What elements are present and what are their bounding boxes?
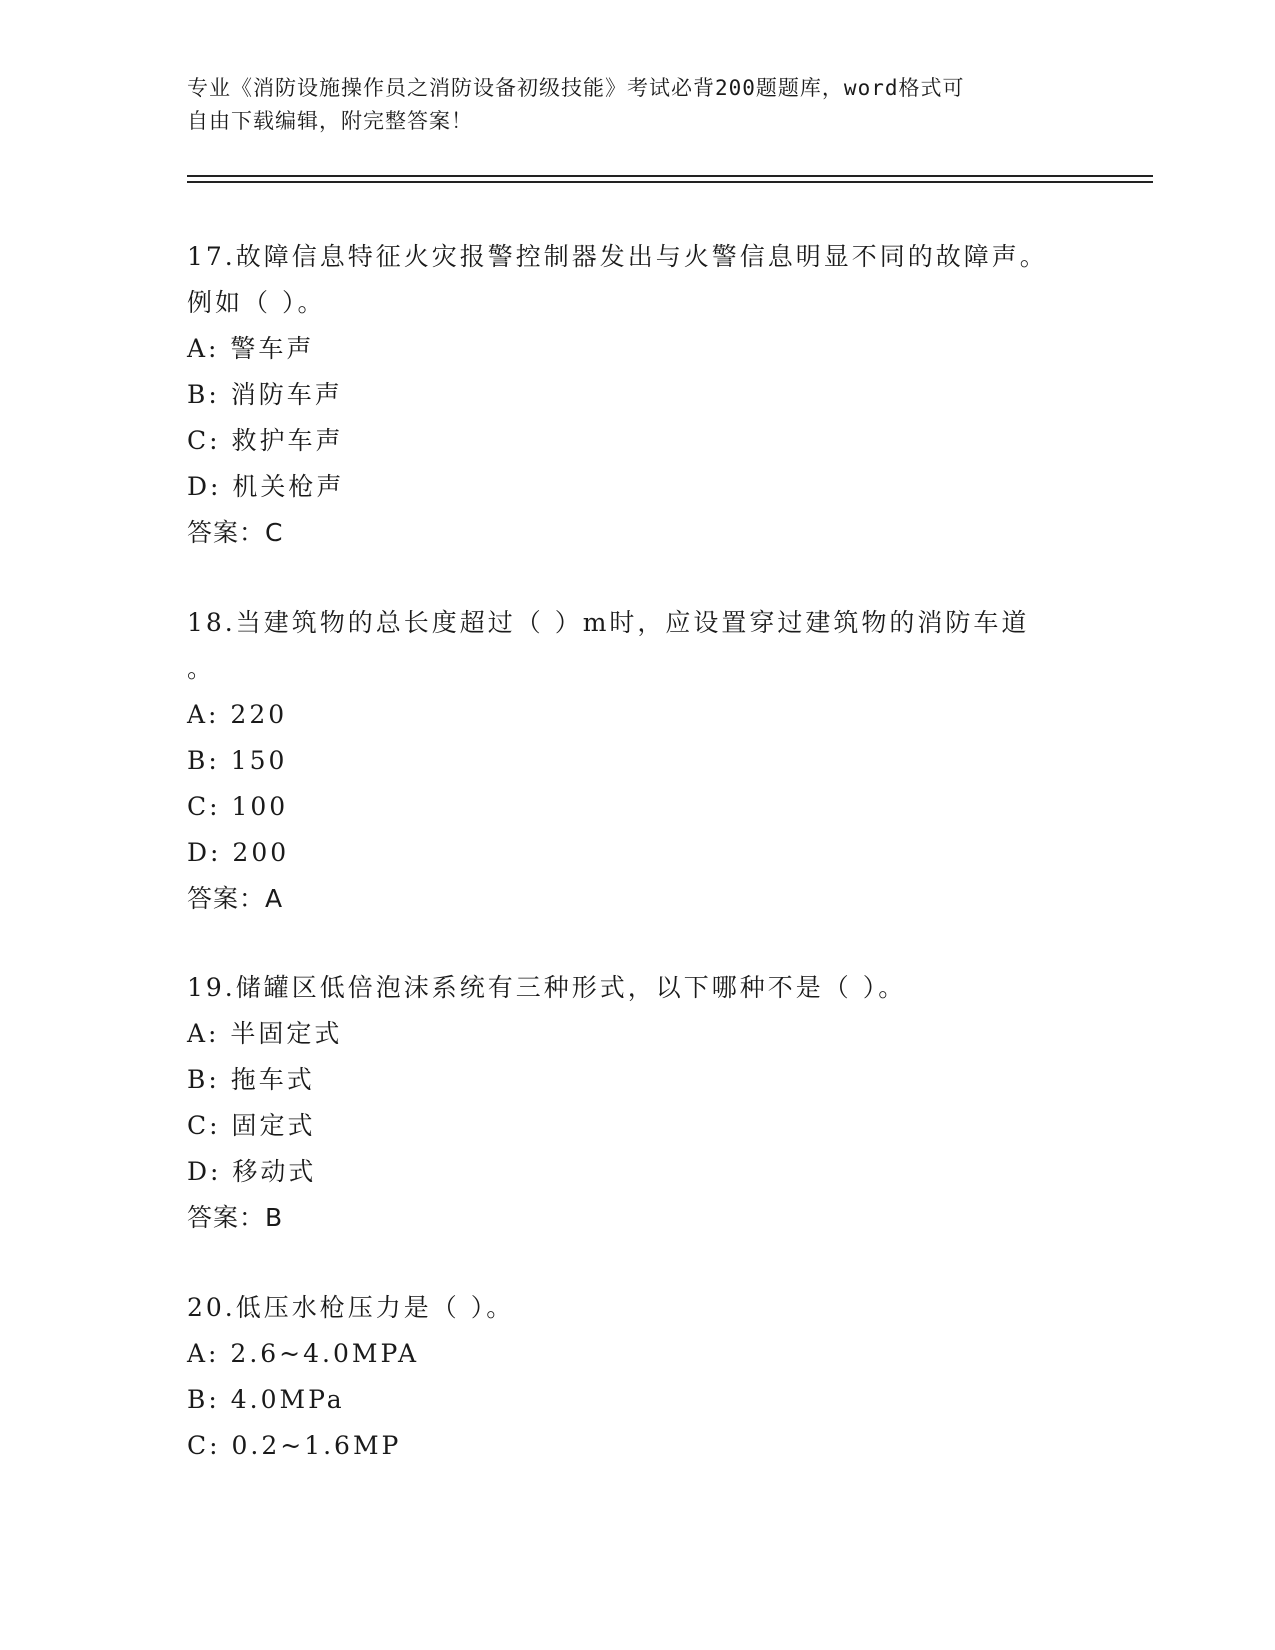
option-b: B: 150 (187, 746, 288, 775)
option-c: C: 0.2~1.6MP (187, 1431, 402, 1460)
option-b: B: 拖车式 (187, 1065, 315, 1094)
option-b: B: 消防车声 (187, 380, 343, 409)
question-stem-continued: 例如（ ）。 (187, 288, 326, 317)
header-line-1: 专业《消防设施操作员之消防设备初级技能》考试必背200题题库，word格式可 (187, 76, 965, 100)
option-a: A: 警车声 (187, 334, 315, 363)
option-c: C: 固定式 (187, 1111, 316, 1140)
option-a: A: 220 (187, 700, 288, 729)
option-c: C: 救护车声 (187, 426, 344, 455)
option-a: A: 半固定式 (187, 1019, 343, 1048)
option-a: A: 2.6~4.0MPA (187, 1339, 420, 1368)
option-b: B: 4.0MPa (187, 1385, 345, 1414)
question-stem: 20.低压水枪压力是（ ）。 (187, 1293, 515, 1322)
option-d: D: 机关枪声 (187, 472, 345, 501)
question-stem: 18.当建筑物的总长度超过（ ）m时，应设置穿过建筑物的消防车道 (187, 608, 1030, 637)
question-17 (187, 234, 1087, 556)
header-line-2: 自由下载编辑，附完整答案！ (187, 109, 473, 133)
answer: 答案：B (187, 1203, 284, 1232)
question-18 (187, 600, 1087, 922)
answer: 答案：A (187, 884, 284, 913)
header-divider-bottom (187, 181, 1153, 183)
option-d: D: 移动式 (187, 1157, 317, 1186)
question-20 (187, 1285, 1087, 1469)
question-stem: 19.储罐区低倍泡沫系统有三种形式，以下哪种不是（ ）。 (187, 973, 907, 1002)
option-d: D: 200 (187, 838, 290, 867)
question-stem: 17.故障信息特征火灾报警控制器发出与火警信息明显不同的故障声。 (187, 242, 1048, 271)
option-c: C: 100 (187, 792, 289, 821)
document-header (187, 72, 1067, 138)
question-19 (187, 965, 1087, 1241)
header-divider-top (187, 175, 1153, 177)
question-stem-continued: 。 (187, 654, 216, 683)
answer: 答案：C (187, 518, 284, 547)
